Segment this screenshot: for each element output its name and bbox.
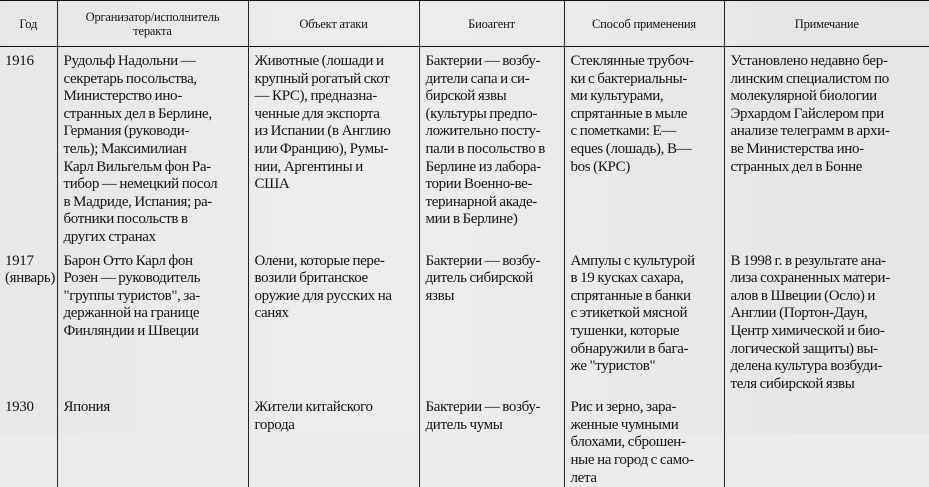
table-row (0, 247, 929, 394)
cell-bioagent: Бактерии — возбу- дитель чумы (419, 393, 564, 487)
cell-target: Жители китайского города (248, 393, 419, 487)
cell-note: В 1998 г. в результате ана- лиза сохраненных матери- алов в Швеции (Осло) и Англии (Портон-Даун, Центр химической и био- логической защиты) вы- делена культура возбуди- теля сибирской язвы (724, 247, 929, 394)
cell-target: Животные (лошади и крупный рогатый скот — КРС), предназна- ченные для экспорта из Испании (в Англию или Францию), Румы- нии, Аргентины и США (248, 47, 419, 247)
cell-method: Ампулы с культурой в 19 кусках сахара, спрятанные в банки с этикеткой мясной тушенки, которые обнаружили в бага- же "туристов" (564, 247, 724, 394)
cell-year: 1916 (5, 53, 34, 69)
cell-year: 1930 (5, 399, 34, 416)
header-year: Год (0, 1, 57, 47)
header-bioagent: Биоагент (419, 1, 564, 47)
cell-method: Стеклянные трубоч- ки с бактериальны- ми культурами, спрятанные в мыле с пометками: E— eques (лошадь), B— bos (КРС) (564, 47, 724, 247)
cell-organizer: Барон Отто Карл фон Розен — руководитель "группы туристов", за- держанной на границе Финляндии и Швеции (57, 247, 248, 394)
table-header-row (0, 1, 929, 47)
header-target: Объект атаки (248, 1, 419, 47)
header-method: Способ применения (564, 1, 724, 47)
cell-target: Олени, которые пере- возили британское оружие для русских на санях (248, 247, 419, 394)
cell-note (724, 393, 929, 487)
table-row (0, 47, 929, 247)
cell-note: Установлено недавно бер- линским специалистом по молекулярной биологии Эрхардом Гайслером при анализе телеграмм в архи- ве Министерства ино- странных дел в Бонне (724, 47, 929, 247)
cell-method: Рис и зерно, зара- женные чумными блохами, сброшен- ные на город с само- лета (564, 393, 724, 487)
header-organizer: Организатор/исполнитель теракта (57, 1, 248, 47)
header-note: Примечание (724, 1, 929, 47)
table-row (0, 393, 929, 487)
cell-bioagent: Бактерии — возбу- дитель сибирской язвы (419, 247, 564, 394)
cell-bioagent: Бактерии — возбу- дители сапа и си- бирской язвы (культуры предпо- ложительно посту- пали в посольство в Берлине из лабора- тории Военно-ве- теринарной акаде- мии в Берлине) (419, 47, 564, 247)
cell-organizer: Япония (57, 393, 248, 487)
cell-year: 1917 (январь) (5, 252, 56, 287)
cell-organizer: Рудольф Надольни — секретарь посольства, Министерство ино- странных дел в Берлине, Германия (руководи- тель); Максимилиан Карл Вильгельм фон Ра- тибор — немецкий посол в Мадриде, Испания; ра- ботники посольств в других странах (57, 47, 248, 247)
